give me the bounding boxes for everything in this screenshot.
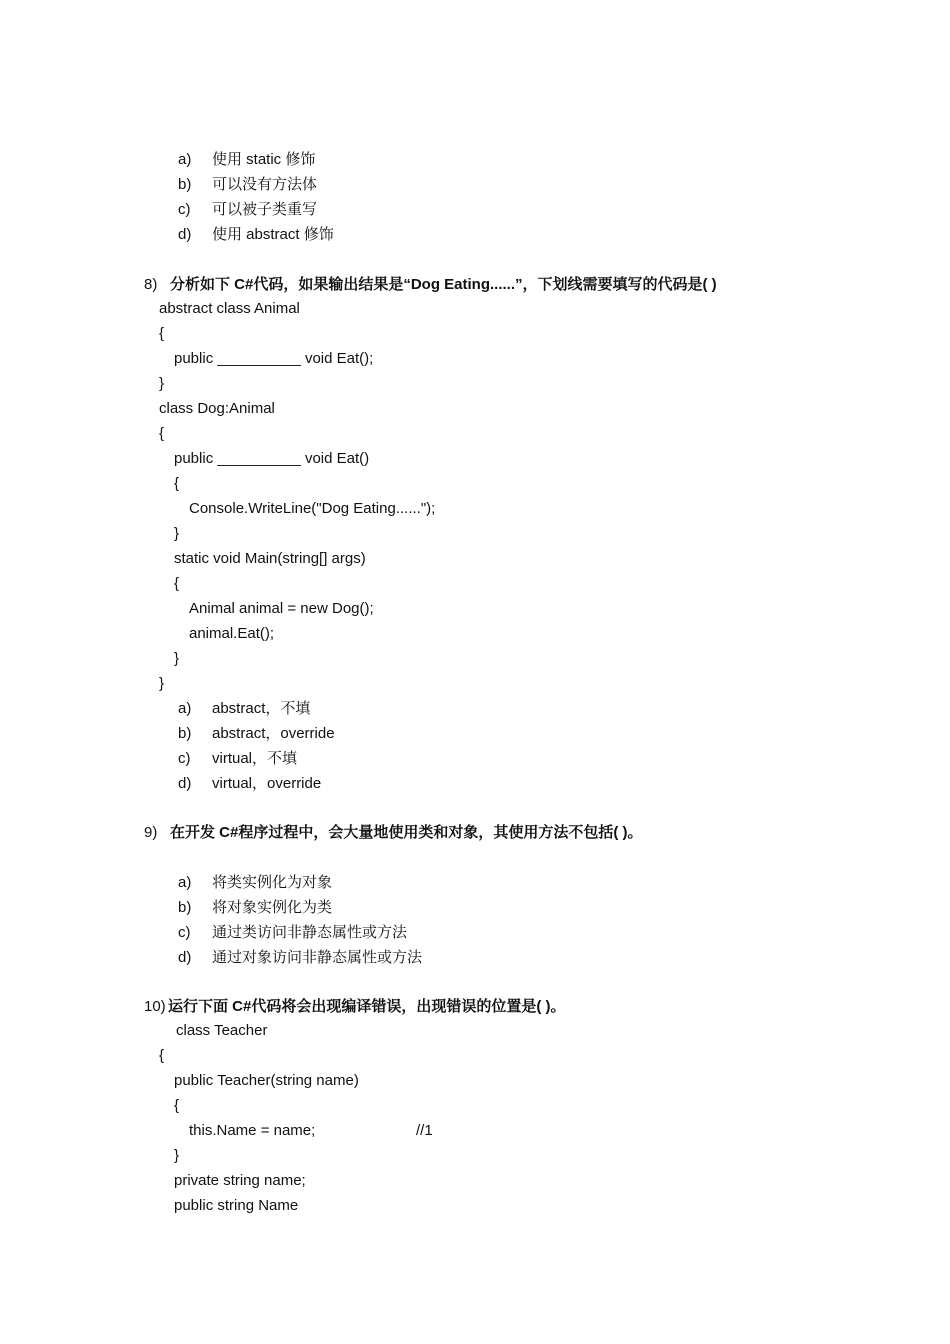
q8-code-line: Animal animal = new Dog(); xyxy=(189,600,374,617)
question-text: 分析如下 C#代码，如果输出结果是“Dog Eating......”，下划线需要填写的代码是( ) xyxy=(170,276,717,293)
q8-code-line: { xyxy=(159,425,165,442)
question-number: 10) xyxy=(144,998,166,1015)
q8-option-c xyxy=(178,749,297,769)
option-text: 将对象实例化为类 xyxy=(212,899,333,916)
question-number: 8) xyxy=(144,276,158,293)
q8-code-line: } xyxy=(174,650,180,667)
option-text: 使用 static 修饰 xyxy=(212,151,316,168)
q7-option-d xyxy=(178,225,334,245)
q8-code-line: abstract class Animal xyxy=(159,300,300,317)
q10-code-line: { xyxy=(174,1097,180,1114)
q7-option-b xyxy=(178,175,317,195)
option-label: b) xyxy=(178,725,192,742)
q10-code-line: public string Name xyxy=(174,1197,299,1214)
q8-code-line: } xyxy=(159,375,165,392)
q8-code-line: } xyxy=(159,675,165,692)
q8-option-a xyxy=(178,699,310,719)
q8-code-line: Console.WriteLine("Dog Eating......"); xyxy=(189,500,436,517)
option-label: d) xyxy=(178,949,192,966)
q7-option-a xyxy=(178,150,315,170)
option-text: 通过类访问非静态属性或方法 xyxy=(212,924,408,941)
q10-code-line: } xyxy=(174,1147,180,1164)
q10-question xyxy=(144,997,566,1017)
q9-question xyxy=(144,823,643,843)
q8-code-line: } xyxy=(174,525,180,542)
option-label: d) xyxy=(178,226,192,243)
q10-code-line: { xyxy=(159,1047,165,1064)
q8-option-d xyxy=(178,774,321,794)
q10-code-comment: //1 xyxy=(416,1122,433,1139)
option-label: b) xyxy=(178,899,192,916)
option-label: d) xyxy=(178,775,192,792)
q8-code-line: public __________ void Eat(); xyxy=(174,350,374,367)
q9-option-b xyxy=(178,898,332,918)
q10-code-line: public Teacher(string name) xyxy=(174,1072,359,1089)
option-label: a) xyxy=(178,151,192,168)
question-number: 9) xyxy=(144,824,158,841)
q8-code-line: { xyxy=(174,575,180,592)
option-label: b) xyxy=(178,176,192,193)
q10-code-line: class Teacher xyxy=(176,1022,268,1039)
option-text: 将类实例化为对象 xyxy=(212,874,333,891)
option-text: abstract，override xyxy=(212,725,335,742)
q8-code-line: animal.Eat(); xyxy=(189,625,275,642)
q8-code-line: class Dog:Animal xyxy=(159,400,275,417)
q8-code-line: public __________ void Eat() xyxy=(174,450,370,467)
q9-option-c xyxy=(178,923,407,943)
q8-question xyxy=(144,275,717,295)
q8-option-b xyxy=(178,724,335,744)
option-label: c) xyxy=(178,201,191,218)
option-text: abstract，不填 xyxy=(212,700,311,717)
option-text: 可以没有方法体 xyxy=(212,176,318,193)
q10-code-line: this.Name = name; xyxy=(189,1122,316,1139)
option-text: virtual，不填 xyxy=(212,750,298,767)
option-label: c) xyxy=(178,750,191,767)
q9-option-d xyxy=(178,948,422,968)
option-text: 使用 abstract 修饰 xyxy=(212,226,334,243)
option-text: 可以被子类重写 xyxy=(212,201,318,218)
option-label: a) xyxy=(178,700,192,717)
question-text: 在开发 C#程序过程中，会大量地使用类和对象，其使用方法不包括( )。 xyxy=(170,824,643,841)
q7-option-c xyxy=(178,200,317,220)
q9-option-a xyxy=(178,873,332,893)
q10-code-line: private string name; xyxy=(174,1172,306,1189)
q8-code-line: { xyxy=(159,325,165,342)
question-text: 运行下面 C#代码将会出现编译错误，出现错误的位置是( )。 xyxy=(168,998,566,1015)
option-label: a) xyxy=(178,874,192,891)
option-label: c) xyxy=(178,924,191,941)
option-text: 通过对象访问非静态属性或方法 xyxy=(212,949,423,966)
option-text: virtual，override xyxy=(212,775,322,792)
q8-code-line: static void Main(string[] args) xyxy=(174,550,366,567)
q8-code-line: { xyxy=(174,475,180,492)
